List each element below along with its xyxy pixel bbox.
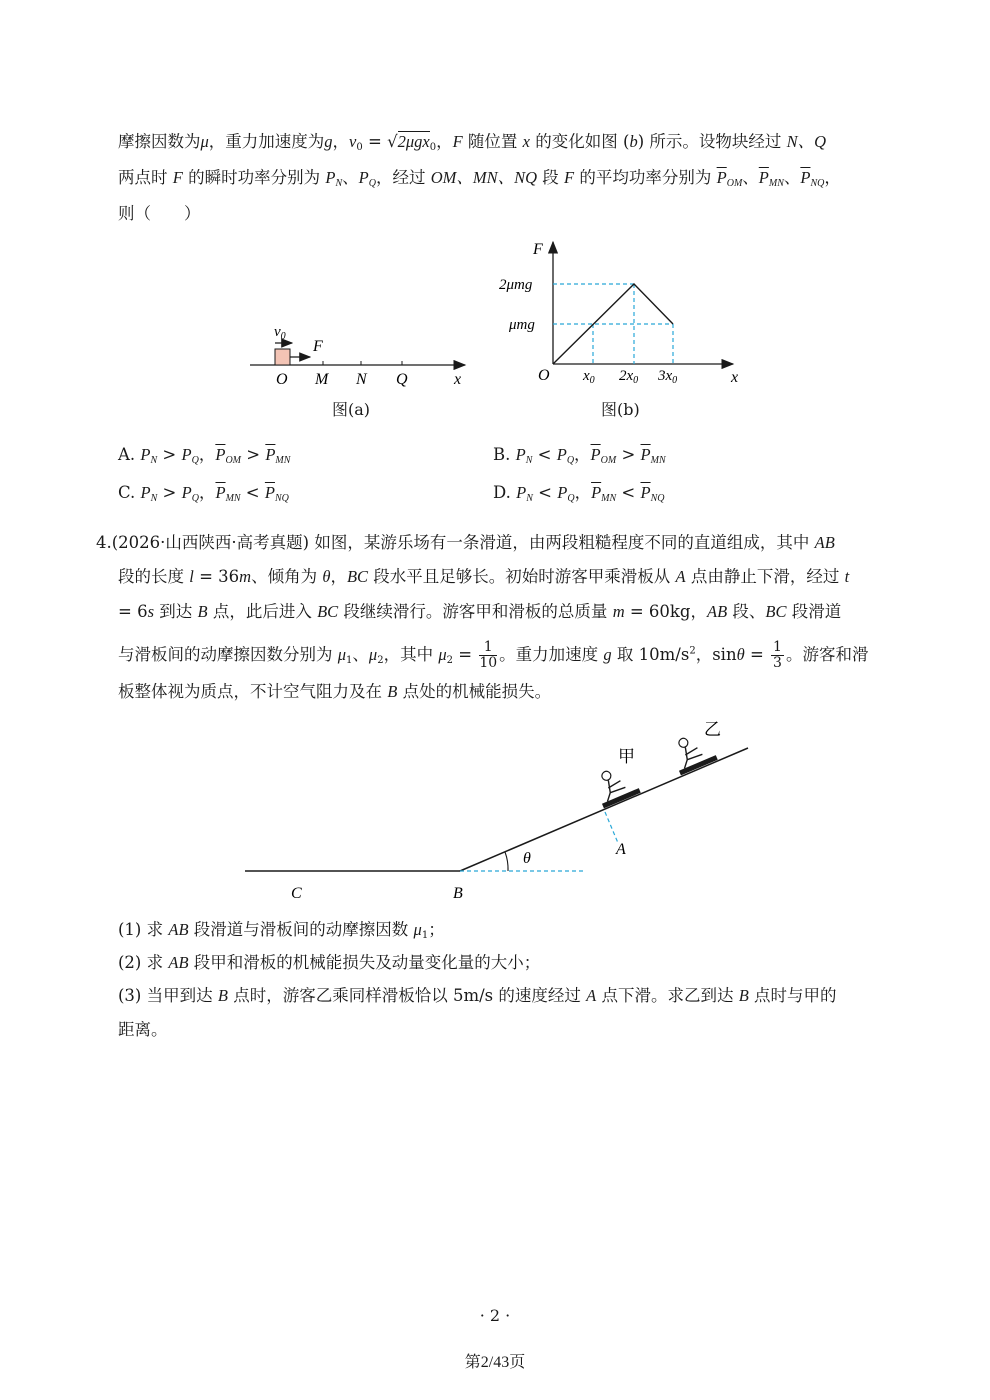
text: 段 — [537, 168, 565, 187]
option-label: B. — [493, 445, 511, 464]
label-x: x — [731, 369, 739, 386]
text: 摩擦因数为 — [118, 132, 201, 151]
text: 点时与甲的 — [748, 986, 837, 1005]
text: (2026·山西陕西·高考真题) 如图，某游乐场有一条滑道，由两段粗糙程度不同的直道组成，其中 — [111, 533, 815, 552]
symbol-mu: μ — [337, 645, 347, 664]
symbol-x: x — [522, 132, 530, 151]
label-M: M — [315, 371, 329, 388]
q4-sub-1 — [118, 919, 445, 941]
text: 段的长度 — [118, 567, 190, 586]
text: 、 — [352, 645, 369, 664]
text: = 60kg， — [624, 602, 707, 621]
symbol-mu: μ — [438, 645, 447, 664]
sub: 2 — [446, 655, 454, 666]
symbol-AB: AB — [168, 920, 189, 939]
label-F: F — [313, 338, 323, 355]
symbol-mu: μ — [368, 645, 378, 664]
option-D[interactable] — [493, 482, 664, 504]
P-bar: $\overline{P}$ — [265, 445, 276, 464]
op: < — [240, 483, 265, 502]
symbol-v: v — [349, 132, 357, 151]
q4-line-3 — [118, 601, 841, 623]
text: 取 10m/s — [611, 645, 690, 664]
q4-line-4 — [118, 640, 868, 671]
angle-arc — [505, 852, 508, 871]
sub: 1 — [346, 655, 353, 666]
subscript: OM — [726, 178, 743, 189]
P-bar: $\overline{P}$ — [640, 445, 651, 464]
numerator: 1 — [773, 639, 782, 655]
symbol-NQ: N、Q — [786, 132, 827, 151]
P-bar: $\overline{P}$ — [215, 445, 226, 464]
label-N: N — [356, 371, 367, 388]
text: ， — [332, 132, 350, 151]
text: 点，此后进入 — [207, 602, 318, 621]
segments: OM、MN、NQ — [430, 168, 538, 187]
sub: N — [150, 455, 158, 466]
text: ，重力加速度为 — [208, 132, 325, 151]
symbol-F: F — [172, 168, 183, 187]
P: P — [181, 483, 192, 502]
sub: 0 — [280, 331, 286, 342]
symbol-B: B — [387, 682, 398, 701]
text: ， — [330, 567, 347, 586]
text: ，其中 — [383, 645, 439, 664]
sub: 2 — [377, 655, 384, 666]
symbol-B: B — [197, 602, 208, 621]
label-yi: 乙 — [704, 720, 721, 739]
sep: ， — [574, 445, 591, 464]
q3-line-1 — [118, 131, 826, 153]
q4-line-5 — [118, 681, 551, 703]
q4-sub-3 — [118, 985, 837, 1007]
label-mumg: μmg — [509, 317, 535, 333]
superscript: 2 — [689, 645, 696, 657]
P: P — [516, 483, 527, 502]
op: > — [157, 445, 182, 464]
text: (3) 当甲到达 — [118, 986, 218, 1005]
sub: 0 — [589, 375, 595, 386]
text: 板整体视为质点，不计空气阻力及在 — [118, 682, 388, 701]
label-F: F — [533, 241, 543, 258]
label-O: O — [276, 371, 288, 388]
label-A: A — [616, 841, 626, 858]
symbol-t: t — [844, 567, 850, 586]
sub: N — [526, 493, 533, 504]
text: 、倾角为 — [251, 567, 323, 586]
text: = — [362, 132, 388, 151]
sub: MN — [601, 493, 617, 504]
sub: MN — [275, 455, 291, 466]
option-B[interactable] — [493, 444, 666, 466]
option-label: D. — [493, 483, 511, 502]
P: P — [557, 483, 568, 502]
subscript: 0 — [356, 142, 363, 153]
text: 点处的机械能损失。 — [397, 682, 552, 701]
block — [275, 349, 290, 365]
option-label: A. — [118, 445, 136, 464]
figure-a-caption: 图(a) — [332, 400, 371, 419]
sub: Q — [191, 493, 199, 504]
text: 两点时 — [118, 168, 173, 187]
sub: NQ — [274, 493, 289, 504]
sub: Q — [566, 455, 575, 466]
op: < — [532, 483, 558, 502]
symbol-AB: AB — [168, 953, 189, 972]
rider-jia-icon — [591, 762, 641, 808]
text: 随位置 — [462, 132, 523, 151]
text: ，经过 — [375, 168, 431, 187]
v: v — [274, 324, 281, 340]
text: 段、 — [727, 602, 766, 621]
label-Q: Q — [396, 371, 408, 388]
text: 点由静止下滑，经过 — [685, 567, 845, 586]
denominator: 10 — [479, 655, 498, 671]
sub: N — [150, 493, 158, 504]
symbol-l: l — [189, 567, 194, 586]
text: 点下滑。求乙到达 — [596, 986, 739, 1005]
symbol-theta: θ — [322, 567, 331, 586]
symbol-P-bar: $\overline{P}$ — [716, 168, 727, 187]
text: 距离。 — [118, 1020, 168, 1039]
symbol-m: m — [612, 602, 625, 621]
text: 段滑道与滑板间的动摩擦因数 — [188, 920, 414, 939]
text: 。重力加速度 — [499, 645, 604, 664]
fraction — [771, 640, 784, 671]
sep: ， — [574, 483, 592, 502]
symbol-mu: μ — [200, 132, 209, 151]
label-jia: 甲 — [618, 747, 635, 766]
symbol-A: A — [675, 567, 686, 586]
text: 段滑道 — [786, 602, 842, 621]
P-bar: $\overline{P}$ — [591, 483, 602, 502]
page-count: 第2/43页 — [464, 1354, 526, 1371]
slide-figure — [240, 715, 760, 905]
question-number: 4. — [96, 533, 112, 552]
label-2x0 — [619, 368, 638, 386]
symbol-F: F — [564, 168, 575, 187]
text: 点时，游客乙乘同样滑板恰以 5m/s 的速度经过 — [227, 986, 587, 1005]
slope-AB — [460, 748, 748, 871]
page-mark: · 2 · — [479, 1306, 511, 1325]
symbol-F: F — [452, 132, 463, 151]
symbol-BC: BC — [317, 602, 339, 621]
symbol-B: B — [217, 986, 228, 1005]
sub: Q — [191, 455, 199, 466]
symbol-P-bar: $\overline{P}$ — [758, 168, 769, 187]
subscript: 0 — [429, 142, 437, 153]
symbol-g: g — [603, 645, 612, 664]
symbol-AB: AB — [814, 533, 835, 552]
sep: ， — [198, 445, 216, 464]
symbol-mu: μ — [413, 920, 422, 939]
symbol-P-bar: $\overline{P}$ — [800, 168, 811, 187]
text: 段甲和滑板的机械能损失及动量变化量的大小； — [188, 953, 541, 972]
figure-b-caption: 图(b) — [601, 400, 640, 419]
P: P — [140, 445, 151, 464]
text: 到达 — [154, 602, 198, 621]
text: = 36 — [193, 567, 240, 586]
q4-line-1 — [96, 532, 835, 554]
text: = 6 — [118, 602, 148, 621]
sub: 0 — [633, 375, 639, 386]
text: = — [453, 645, 478, 664]
text: 的瞬时功率分别为 — [182, 168, 326, 187]
x: x — [583, 368, 590, 384]
q4-sub-2 — [118, 952, 540, 974]
P: P — [556, 445, 567, 464]
op: > — [616, 445, 641, 464]
sub: MN — [650, 455, 666, 466]
denominator: 3 — [773, 655, 782, 671]
sub: NQ — [650, 493, 665, 504]
sqrt-expression: √2μgx$_0$ — [387, 132, 437, 153]
x: 3x — [658, 368, 673, 384]
label-theta: θ — [523, 850, 531, 867]
sub: N — [525, 455, 533, 466]
sub: Q — [567, 493, 575, 504]
text: 、 — [742, 168, 759, 187]
text: ， — [824, 168, 841, 187]
numerator: 1 — [479, 640, 497, 656]
symbol-theta: θ — [736, 645, 745, 664]
label-C: C — [291, 885, 302, 902]
dash-A-perp — [605, 812, 618, 843]
label-O: O — [538, 367, 550, 384]
text: 的变化如图 ( — [530, 132, 630, 151]
text: 与滑板间的动摩擦因数分别为 — [118, 645, 338, 664]
P: P — [515, 445, 526, 464]
text: = — [744, 645, 770, 664]
q4-line-2 — [118, 566, 849, 588]
text: (1) 求 — [118, 920, 169, 939]
subscript: NQ — [810, 178, 825, 189]
symbol-B: B — [738, 986, 749, 1005]
label-v0 — [274, 324, 286, 342]
figure-b — [495, 236, 755, 392]
symbol-b: b — [629, 132, 638, 151]
subscript: MN — [768, 178, 784, 189]
sub: OM — [225, 455, 241, 466]
option-A[interactable] — [118, 444, 290, 466]
op: > — [241, 445, 266, 464]
symbol-A: A — [586, 986, 597, 1005]
option-C[interactable] — [118, 482, 289, 504]
sub: MN — [225, 493, 241, 504]
label-3x0 — [657, 368, 677, 386]
text: 、 — [783, 168, 801, 187]
op: < — [532, 445, 557, 464]
unit-m: m — [239, 567, 252, 586]
x: 2x — [619, 368, 634, 384]
text: (2) 求 — [118, 953, 169, 972]
text: ，sin — [695, 645, 737, 664]
q4-sub-3-cont — [118, 1019, 168, 1041]
symbol-BC: BC — [346, 567, 369, 586]
P-bar: $\overline{P}$ — [640, 483, 651, 502]
sub: OM — [600, 455, 617, 466]
q3-line-3 — [118, 203, 201, 225]
subscript: N — [335, 178, 343, 189]
label-2mumg: 2μmg — [499, 277, 533, 293]
unit-s: s — [147, 602, 154, 621]
label-x: x — [454, 371, 462, 388]
symbol-BC: BC — [765, 602, 787, 621]
sub: 0 — [672, 375, 678, 386]
P-bar: $\overline{P}$ — [590, 445, 601, 464]
P: P — [181, 445, 192, 464]
text: ， — [436, 132, 453, 151]
text: 则（ ） — [118, 204, 201, 223]
symbol-AB: AB — [706, 602, 728, 621]
q3-line-2 — [118, 167, 841, 189]
text: ) 所示。设物块经过 — [637, 132, 787, 151]
subscript: Q — [368, 178, 376, 189]
fraction — [479, 640, 497, 671]
symbol-g: g — [324, 132, 333, 151]
P: P — [140, 483, 151, 502]
P-bar: $\overline{P}$ — [215, 483, 226, 502]
label-x0 — [582, 368, 595, 386]
figure-a — [240, 310, 480, 390]
text: 、 — [342, 168, 359, 187]
text: 段继续滑行。游客甲和滑板的总质量 — [338, 602, 613, 621]
op: > — [157, 483, 182, 502]
label-B: B — [453, 885, 463, 902]
radicand: 2μgx — [397, 132, 430, 151]
op: < — [616, 483, 641, 502]
sep: ， — [198, 483, 216, 502]
text: 的平均功率分别为 — [574, 168, 717, 187]
symbol-P: P — [358, 168, 369, 187]
symbol-P: P — [325, 168, 336, 187]
text: 段水平且足够长。初始时游客甲乘滑板从 — [368, 567, 676, 586]
P-bar: $\overline{P}$ — [264, 483, 275, 502]
sub: 1 — [421, 930, 429, 941]
text: ； — [428, 920, 445, 939]
option-label: C. — [118, 483, 136, 502]
text: 。游客和滑 — [785, 645, 869, 664]
